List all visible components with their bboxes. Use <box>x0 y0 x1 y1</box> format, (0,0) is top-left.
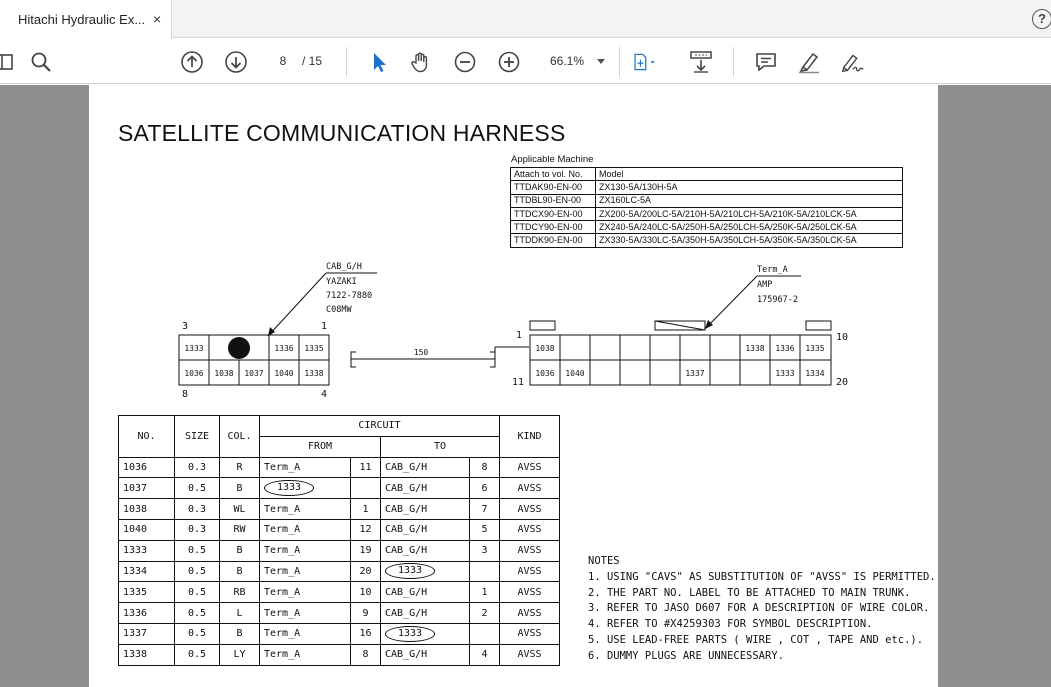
connector-latch <box>806 321 831 330</box>
table-cell: AVSS <box>500 623 560 644</box>
table-cell: 1040 <box>119 519 175 540</box>
table-cell: 1337 <box>119 623 175 644</box>
table-cell: Term_A <box>260 644 351 665</box>
table-row <box>511 194 903 207</box>
pin-wire: 1036 <box>184 369 204 378</box>
table-cell: AVSS <box>500 519 560 540</box>
table-cell: AVSS <box>500 582 560 603</box>
table-cell: 1037 <box>119 478 175 499</box>
table-cell: ZX160LC-5A <box>596 194 903 207</box>
table-cell: 1335 <box>119 582 175 603</box>
table-cell: Term_A <box>260 623 351 644</box>
table-cell: ZX240-5A/240LC-5A/250H-5A/250LCH-5A/250K-5A/250LCK-5A <box>596 221 903 234</box>
table-cell: B <box>220 561 260 582</box>
hand-icon[interactable] <box>408 49 434 75</box>
pin-wire: 1338 <box>304 369 324 378</box>
table-cell: 2 <box>470 603 500 624</box>
tab-bar <box>0 0 1051 38</box>
table-cell: 6 <box>470 478 500 499</box>
sign-icon[interactable] <box>840 49 866 75</box>
note-item: 4. REFER TO #X4259303 FOR SYMBOL DESCRIPTION. <box>588 618 873 631</box>
table-row <box>119 582 560 603</box>
table-cell: TTDDK90-EN-00 <box>511 234 596 247</box>
table-row <box>119 499 560 520</box>
page-down-icon[interactable] <box>223 49 249 75</box>
table-cell: RW <box>220 519 260 540</box>
circuit-table <box>118 415 560 666</box>
connector-latch <box>530 321 555 330</box>
pin-wire: 1336 <box>775 344 795 353</box>
table-header: FROM <box>260 436 381 457</box>
page-up-icon[interactable] <box>179 49 205 75</box>
note-item: 5. USE LEAD-FREE PARTS ( WIRE , COT , TAPE AND etc.). <box>588 633 924 646</box>
chevron-down-icon[interactable] <box>597 59 605 64</box>
table-cell: 3 <box>470 540 500 561</box>
leader-line <box>268 273 326 336</box>
pin-wire: 1335 <box>805 344 825 353</box>
table-cell: 1336 <box>119 603 175 624</box>
table-cell <box>260 478 351 499</box>
table-header: SIZE <box>175 416 220 458</box>
pin-wire: 1040 <box>274 369 294 378</box>
table-header: Model <box>596 168 903 181</box>
table-cell: 8 <box>470 457 500 478</box>
table-cell: TTDAK90-EN-00 <box>511 181 596 194</box>
left-connector-type: C08MW <box>326 305 352 315</box>
right-connector-maker: AMP <box>757 280 773 290</box>
table-row <box>119 561 560 582</box>
page-number-input[interactable]: 8 <box>279 54 287 68</box>
table-cell <box>470 623 500 644</box>
toolbar-separator <box>619 47 620 77</box>
wire-reference: 1333 <box>385 626 435 642</box>
table-cell: 1038 <box>119 499 175 520</box>
select-cursor-icon[interactable] <box>366 49 392 75</box>
table-cell: 8 <box>351 644 381 665</box>
help-icon[interactable]: ? <box>1032 9 1051 29</box>
note-item: 2. THE PART NO. LABEL TO BE ATTACHED TO MAIN TRUNK. <box>588 586 911 599</box>
table-cell: TTDCY90-EN-00 <box>511 221 596 234</box>
table-cell: B <box>220 478 260 499</box>
table-cell: B <box>220 540 260 561</box>
table-cell: 0.5 <box>175 582 220 603</box>
table-cell <box>470 561 500 582</box>
pin-wire: 1336 <box>274 344 294 353</box>
table-cell: ZX130-5A/130H-5A <box>596 181 903 194</box>
pin-wire: 1337 <box>685 369 705 378</box>
dimension-value: 150 <box>413 348 429 357</box>
note-item: 1. USING "CAVS" AS SUBSTITUTION OF "AVSS" IS PERMITTED. <box>588 570 936 583</box>
table-cell <box>381 623 470 644</box>
table-row <box>511 181 903 194</box>
table-cell: 10 <box>351 582 381 603</box>
table-cell: Term_A <box>260 561 351 582</box>
table-header-row <box>119 416 560 437</box>
sidebar-icon[interactable] <box>0 49 18 75</box>
table-row <box>119 623 560 644</box>
table-cell: 1036 <box>119 457 175 478</box>
table-cell: 0.5 <box>175 478 220 499</box>
table-cell: R <box>220 457 260 478</box>
pin-number: 10 <box>836 332 849 343</box>
table-cell: Term_A <box>260 603 351 624</box>
table-cell <box>381 561 470 582</box>
note-item: 6. DUMMY PLUGS ARE UNNECESSARY. <box>588 649 784 662</box>
right-connector-label: Term_A <box>757 265 788 275</box>
table-cell: Term_A <box>260 582 351 603</box>
table-cell: CAB_G/H <box>381 519 470 540</box>
table-cell: CAB_G/H <box>381 457 470 478</box>
highlight-icon[interactable] <box>797 49 823 75</box>
left-connector-part: 7122-7880 <box>326 291 373 301</box>
table-header-row <box>511 168 903 181</box>
pin-number: 3 <box>182 321 189 332</box>
table-cell: CAB_G/H <box>381 582 470 603</box>
table-cell: AVSS <box>500 561 560 582</box>
applicable-machine-label: Applicable Machine <box>511 154 594 165</box>
fit-page-icon[interactable] <box>632 49 658 75</box>
table-row <box>511 221 903 234</box>
table-cell: AVSS <box>500 478 560 499</box>
wire-reference: 1333 <box>264 480 314 496</box>
table-cell: 1 <box>351 499 381 520</box>
pin-wire: 1038 <box>535 344 555 353</box>
table-cell: L <box>220 603 260 624</box>
table-cell: Term_A <box>260 540 351 561</box>
table-cell: Term_A <box>260 519 351 540</box>
notes-block <box>588 554 936 665</box>
table-header: CIRCUIT <box>260 416 500 437</box>
pin-wire: 1334 <box>805 369 825 378</box>
table-cell: 0.3 <box>175 499 220 520</box>
toolbar-separator <box>733 47 734 77</box>
table-row <box>119 457 560 478</box>
table-row <box>511 207 903 220</box>
table-row <box>119 603 560 624</box>
table-cell: CAB_G/H <box>381 644 470 665</box>
table-header: COL. <box>220 416 260 458</box>
pin-number: 1 <box>321 321 328 332</box>
table-cell: CAB_G/H <box>381 540 470 561</box>
table-row <box>119 644 560 665</box>
left-connector-maker: YAZAKI <box>326 277 357 287</box>
table-cell: AVSS <box>500 499 560 520</box>
table-cell: 20 <box>351 561 381 582</box>
table-cell: 0.5 <box>175 644 220 665</box>
leader-arrow <box>705 320 713 329</box>
table-cell <box>351 478 381 499</box>
table-cell: CAB_G/H <box>381 499 470 520</box>
table-cell: 12 <box>351 519 381 540</box>
pin-wire: 1333 <box>775 369 795 378</box>
table-cell: 0.3 <box>175 457 220 478</box>
table-cell: AVSS <box>500 644 560 665</box>
table-cell: 9 <box>351 603 381 624</box>
note-item: 3. REFER TO JASO D607 FOR A DESCRIPTION OF WIRE COLOR. <box>588 602 930 615</box>
harness-diagram <box>89 255 938 405</box>
table-cell: RB <box>220 582 260 603</box>
table-cell: 1333 <box>119 540 175 561</box>
pin-number: 1 <box>516 330 523 341</box>
document-tab[interactable] <box>0 0 172 39</box>
page-title: SATELLITE COMMUNICATION HARNESS <box>118 120 566 146</box>
close-icon[interactable]: × <box>153 11 162 27</box>
search-icon[interactable] <box>28 49 54 75</box>
toolbar-separator <box>346 47 347 77</box>
table-cell: 5 <box>470 519 500 540</box>
table-cell: AVSS <box>500 603 560 624</box>
table-cell: 7 <box>470 499 500 520</box>
table-row <box>119 519 560 540</box>
document-viewer[interactable] <box>0 85 1051 687</box>
table-cell: CAB_G/H <box>381 603 470 624</box>
pin-number: 8 <box>182 389 189 400</box>
table-cell: WL <box>220 499 260 520</box>
left-connector-label: CAB_G/H <box>326 262 362 272</box>
zoom-in-icon[interactable] <box>496 49 522 75</box>
pin-number: 4 <box>321 389 328 400</box>
wire-reference: 1333 <box>385 563 435 579</box>
table-cell: Term_A <box>260 499 351 520</box>
table-cell: AVSS <box>500 540 560 561</box>
table-cell: 11 <box>351 457 381 478</box>
tab-title[interactable]: Hitachi Hydraulic Ex... <box>18 12 146 27</box>
table-cell: 0.5 <box>175 623 220 644</box>
table-cell: 1 <box>470 582 500 603</box>
table-cell: 16 <box>351 623 381 644</box>
zoom-level-select[interactable]: 66.1% <box>550 54 585 68</box>
applicable-machine-table <box>510 167 903 248</box>
table-cell: TTDCX90-EN-00 <box>511 207 596 220</box>
notes-title: NOTES <box>588 555 620 567</box>
pin-wire: 1040 <box>565 369 585 378</box>
table-cell: TTDBL90-EN-00 <box>511 194 596 207</box>
scroll-mode-icon[interactable] <box>688 49 714 75</box>
table-cell: Term_A <box>260 457 351 478</box>
table-cell: 0.5 <box>175 540 220 561</box>
table-cell: 1334 <box>119 561 175 582</box>
table-header: Attach to vol. No. <box>511 168 596 181</box>
table-header: TO <box>381 436 500 457</box>
table-header: NO. <box>119 416 175 458</box>
pin-wire: 1333 <box>184 344 204 353</box>
table-cell: CAB_G/H <box>381 478 470 499</box>
table-row <box>119 540 560 561</box>
table-cell: 0.5 <box>175 603 220 624</box>
table-cell: 0.3 <box>175 519 220 540</box>
pin-wire: 1036 <box>535 369 555 378</box>
toolbar <box>0 39 1051 84</box>
table-header: KIND <box>500 416 560 458</box>
table-cell: AVSS <box>500 457 560 478</box>
table-cell: ZX330-5A/330LC-5A/350H-5A/350LCH-5A/350K-5A/350LCK-5A <box>596 234 903 247</box>
table-cell: 1338 <box>119 644 175 665</box>
table-row <box>119 478 560 499</box>
page-total: / 15 <box>302 54 323 68</box>
pin-wire: 1037 <box>244 369 264 378</box>
table-cell: 0.5 <box>175 561 220 582</box>
leader-line <box>705 276 757 329</box>
table-cell: ZX200-5A/200LC-5A/210H-5A/210LCH-5A/210K-5A/210LCK-5A <box>596 207 903 220</box>
table-cell: 4 <box>470 644 500 665</box>
pin-wire: 1038 <box>214 369 234 378</box>
zoom-out-icon[interactable] <box>452 49 478 75</box>
table-cell: LY <box>220 644 260 665</box>
pin-number: 20 <box>836 377 849 388</box>
dummy-plug <box>228 337 250 359</box>
table-cell: 19 <box>351 540 381 561</box>
comment-icon[interactable] <box>753 49 779 75</box>
table-cell: B <box>220 623 260 644</box>
pdf-page <box>89 85 938 687</box>
pin-wire: 1335 <box>304 344 324 353</box>
table-row <box>511 234 903 247</box>
right-connector-part: 175967-2 <box>757 295 798 305</box>
pin-number: 11 <box>512 377 525 388</box>
pin-wire: 1338 <box>745 344 765 353</box>
